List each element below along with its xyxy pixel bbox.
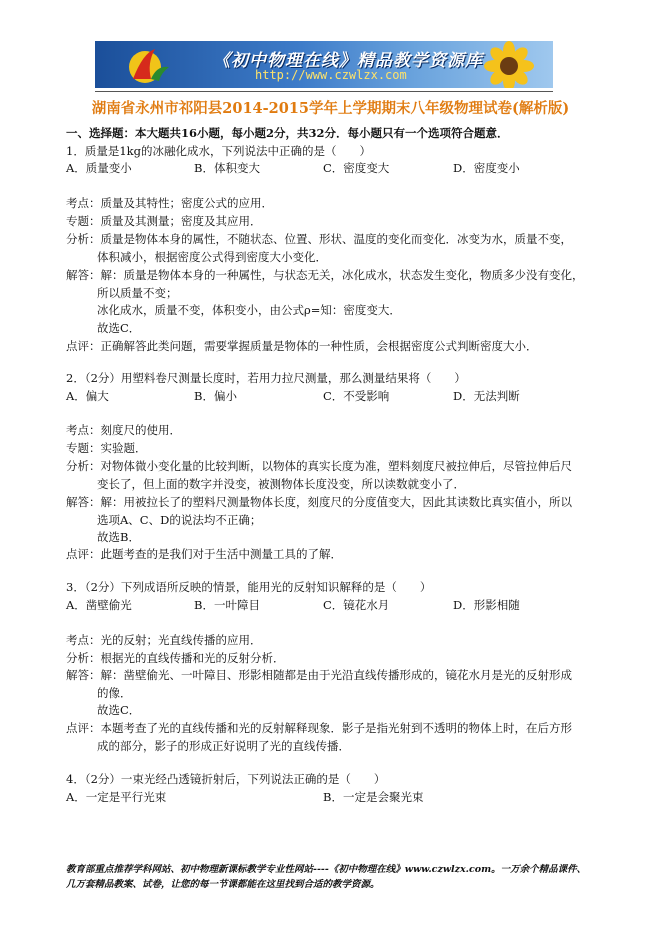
logo-icon: [121, 45, 177, 85]
question-1-option-c: C．密度变大: [323, 161, 390, 175]
question-3-option-a: A．凿壁偷光: [66, 598, 132, 612]
page-footer: [66, 862, 586, 892]
question-1-dianping: 点评：正确解答此类问题，需要掌握质量是物体的一种性质，会根据密度公式判断密度大小．: [66, 339, 538, 353]
question-1-fenxi: 分析：质量是物体本身的属性，不随状态、位置、形状、温度的变化而变化．冰变为水，质量不变，: [66, 232, 572, 246]
footer-line-1: 教育部重点推荐学科网站、初中物理新课标教学专业性网站----《初中物理在线》www.czwlzx.com。一万余个精品课件、: [66, 864, 587, 875]
question-2-answer: 故选B．: [97, 530, 140, 544]
question-2-option-a: A．偏大: [66, 389, 109, 403]
question-2-fenxi: 分析：对物体微小变化量的比较判断，以物体的真实长度为准，塑料刻度尺被拉伸后，尽管拉伸后尺: [66, 459, 572, 473]
question-3-dianping: 点评：本题考查了光的直线传播和光的反射解释现象．影子是指光射到不透明的物体上时，在后方形: [66, 721, 572, 735]
question-1-kaodian: 考点：质量及其特性；密度公式的应用．: [66, 196, 273, 210]
sunflower-icon: [469, 41, 549, 88]
banner-url[interactable]: http://www.czwlzx.com: [255, 68, 407, 82]
question-3-kaodian: 考点：光的反射；光直线传播的应用．: [66, 633, 262, 647]
question-1-option-a: A．质量变小: [66, 161, 132, 175]
question-1-fenxi-cont: 体积减小，根据密度公式得到密度大小变化．: [97, 250, 327, 264]
question-1-option-b: B．体积变大: [194, 161, 260, 175]
header-divider: [95, 91, 553, 92]
question-1-jieda: 解答：解：质量是物体本身的一种属性，与状态无关，冰化成水，状态发生变化，物质多少没有变化，: [66, 268, 584, 282]
question-2-dianping: 点评：此题考查的是我们对于生活中测量工具的了解．: [66, 547, 342, 561]
question-1-zhuanti: 专题：质量及其测量；密度及其应用．: [66, 214, 262, 228]
question-3-dianping-cont: 成的部分，影子的形成正好说明了光的直线传播．: [97, 739, 350, 753]
question-3-fenxi: 分析：根据光的直线传播和光的反射分析．: [66, 651, 285, 665]
question-2-kaodian: 考点：刻度尺的使用．: [66, 423, 181, 437]
question-1-jieda-formula: 冰化成水，质量不变，体积变小，由公式ρ=知：密度变大．: [97, 303, 401, 317]
question-2-option-d: D．无法判断: [453, 389, 520, 403]
question-2-jieda: 解答：解：用被拉长了的塑料尺测量物体长度，刻度尺的分度值变大，因此其读数比真实值小，所以: [66, 495, 572, 509]
question-4-stem: 4．（2分）一束光经凸透镜折射后，下列说法正确的是（ ）: [66, 772, 386, 786]
question-2-zhuanti: 专题：实验题．: [66, 441, 147, 455]
question-3-answer: 故选C．: [97, 703, 141, 717]
question-4-option-b: B．一定是会聚光束: [323, 790, 424, 804]
document-title: 湖南省永州市祁阳县2014-2015学年上学期期末八年级物理试卷(解析版): [91, 100, 570, 117]
question-3-stem: 3．（2分）下列成语所反映的情景，能用光的反射知识解释的是（ ）: [66, 580, 432, 594]
header-banner: [95, 41, 553, 88]
question-3-option-b: B．一叶障目: [194, 598, 260, 612]
question-1-stem: 1．质量是1kg的冰融化成水，下列说法中正确的是（ ）: [66, 144, 371, 158]
question-1-answer: 故选C．: [97, 321, 141, 335]
question-3-option-c: C．镜花水月: [323, 598, 390, 612]
question-4-option-a: A．一定是平行光束: [66, 790, 167, 804]
question-1-option-d: D．密度变小: [453, 161, 520, 175]
question-2-fenxi-cont: 变长了，但上面的数字并没变，被测物体长度没变，所以读数就变小了．: [97, 477, 465, 491]
question-3-jieda: 解答：解：凿壁偷光、一叶障目、形影相随都是由于光沿直线传播形成的，镜花水月是光的反射形成: [66, 668, 572, 682]
section-heading: 一、选择题：本大题共16小题，每小题2分，共32分．每小题只有一个选项符合题意．: [66, 126, 509, 140]
question-2-stem: 2．（2分）用塑料卷尺测量长度时，若用力拉尺测量，那么测量结果将（ ）: [66, 371, 466, 385]
question-2-jieda-cont: 选项A、C、D的说法均不正确；: [97, 513, 262, 527]
question-1-jieda-cont: 所以质量不变；: [97, 286, 178, 300]
question-3-jieda-cont: 的像．: [97, 686, 132, 700]
question-3-option-d: D．形影相随: [453, 598, 520, 612]
banner-title: 《初中物理在线》精品教学资源库: [213, 51, 483, 71]
question-2-option-b: B．偏小: [194, 389, 237, 403]
question-2-option-c: C．不受影响: [323, 389, 390, 403]
footer-line-2: 几万套精品教案、试卷，让您的每一节课都能在这里找到合适的教学资源。: [66, 879, 380, 890]
